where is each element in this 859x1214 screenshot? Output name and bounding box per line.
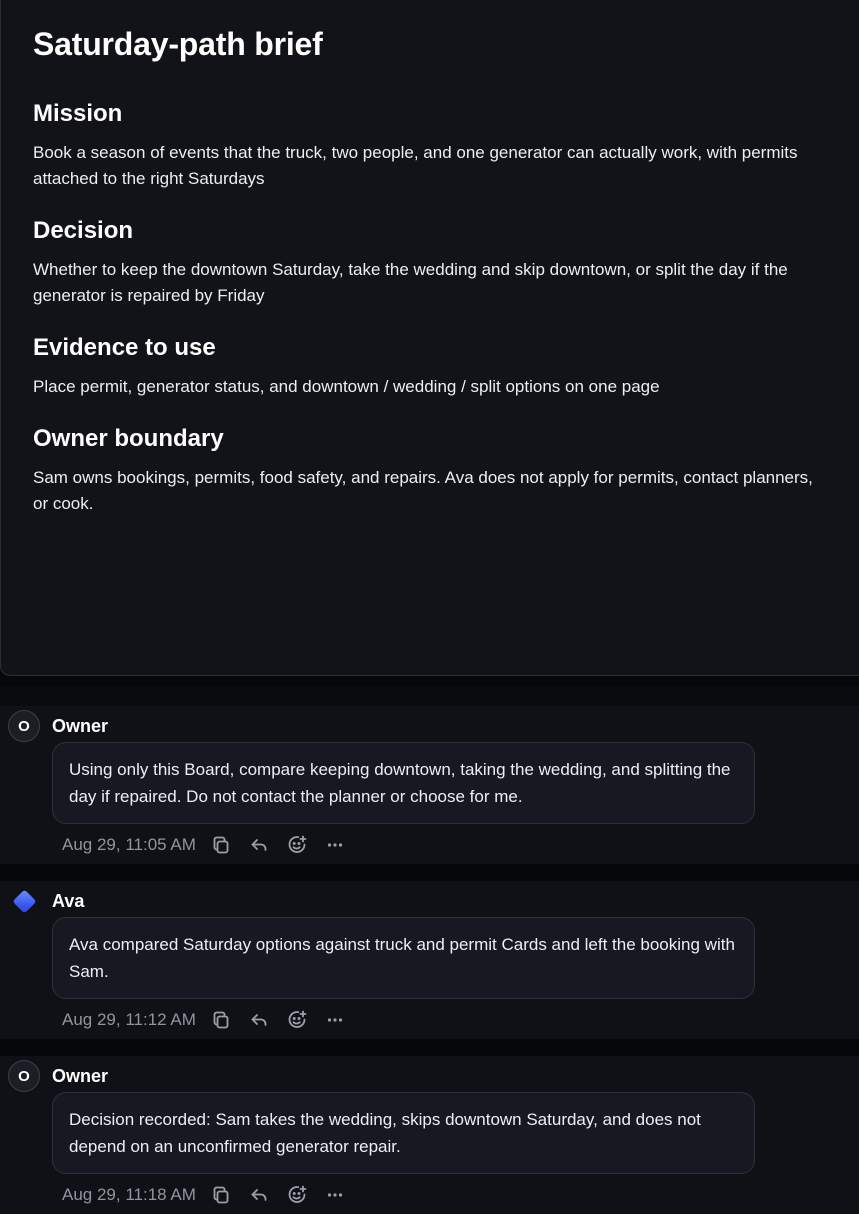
brief-title: Saturday-path brief (33, 26, 323, 62)
section-body: Place permit, generator status, and downtown / wedding / split options on one page (33, 377, 660, 396)
avatar[interactable]: O (8, 1060, 40, 1092)
message-header (8, 885, 84, 917)
add-reaction-icon[interactable] (286, 1009, 308, 1031)
message-bubble: Ava compared Saturday options against truck and permit Cards and left the booking with Sam. (52, 917, 755, 999)
timestamp: Aug 29, 11:18 AM (62, 1185, 196, 1204)
reply-icon[interactable] (248, 1184, 270, 1206)
author-name[interactable]: Ava (52, 890, 85, 911)
timestamp: Aug 29, 11:05 AM (62, 835, 196, 854)
more-icon[interactable] (324, 1009, 346, 1031)
message-meta (62, 1009, 346, 1031)
section-heading: Mission (33, 100, 123, 127)
separator (0, 686, 859, 706)
section-body: Sam owns bookings, permits, food safety, and repairs. Ava does not apply for permits, contact planners, or cook. (33, 468, 813, 513)
message-bubble: Decision recorded: Sam takes the wedding, skips downtown Saturday, and does not depend on an unconfirmed generator repair. (52, 1092, 755, 1174)
copy-icon[interactable] (210, 1184, 232, 1206)
avatar[interactable] (8, 885, 40, 917)
ava-diamond-icon (12, 889, 36, 913)
message-header (8, 710, 108, 742)
message-bubble: Using only this Board, compare keeping downtown, taking the wedding, and splitting the day if repaired. Do not contact the planner or choose for me. (52, 742, 755, 824)
more-icon[interactable] (324, 834, 346, 856)
author-name[interactable]: Owner (52, 1065, 109, 1086)
section-mission (33, 100, 827, 192)
section-heading: Evidence to use (33, 334, 216, 361)
reply-icon[interactable] (248, 834, 270, 856)
copy-icon[interactable] (210, 834, 232, 856)
author-name[interactable]: Owner (52, 715, 109, 736)
reply-icon[interactable] (248, 1009, 270, 1031)
message-item (0, 706, 859, 864)
section-body: Book a season of events that the truck, two people, and one generator can actually work, with permits attached to the right Saturdays (33, 143, 798, 188)
add-reaction-icon[interactable] (286, 834, 308, 856)
section-heading: Decision (33, 217, 134, 244)
section-body: Whether to keep the downtown Saturday, take the wedding and skip downtown, or split the day if the generator is repaired by Friday (33, 260, 788, 305)
message-item (0, 1056, 859, 1214)
section-heading: Owner boundary (33, 425, 224, 452)
message-header (8, 1060, 108, 1092)
add-reaction-icon[interactable] (286, 1184, 308, 1206)
timestamp: Aug 29, 11:12 AM (62, 1010, 196, 1029)
avatar[interactable]: O (8, 710, 40, 742)
message-meta (62, 1184, 346, 1206)
message-meta (62, 834, 346, 856)
more-icon[interactable] (324, 1184, 346, 1206)
section-owner-boundary (33, 425, 827, 517)
section-decision (33, 217, 827, 309)
section-evidence (33, 334, 827, 400)
copy-icon[interactable] (210, 1009, 232, 1031)
message-item (0, 881, 859, 1039)
